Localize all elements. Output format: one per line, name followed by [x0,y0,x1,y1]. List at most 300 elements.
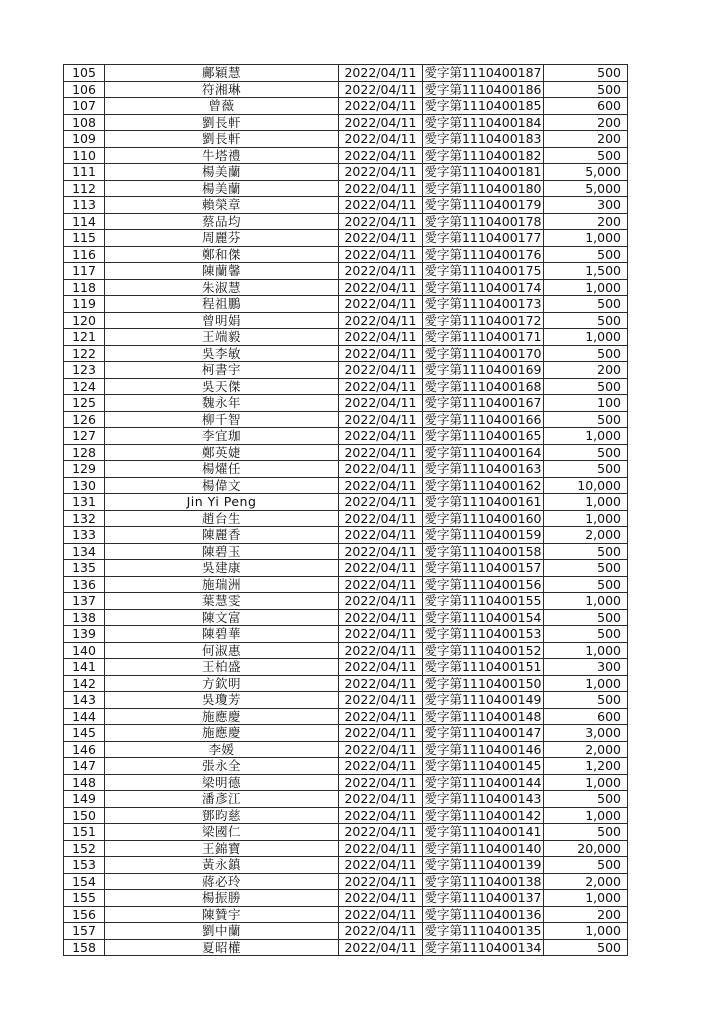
donation-date-cell: 2022/04/11 [339,444,423,461]
donation-date-cell: 2022/04/11 [339,147,423,164]
donor-name-cell: 柳千智 [105,411,339,428]
donation-amount-cell: 5,000 [544,164,628,181]
donation-amount-cell: 600 [544,708,628,725]
donation-amount-cell: 1,000 [544,494,628,511]
receipt-number-cell: 愛字第1110400135 [424,923,542,938]
row-number-cell: 154 [64,873,105,890]
donation-amount-cell: 1,000 [544,807,628,824]
table-row [64,593,628,610]
donation-amount-cell: 20,000 [544,840,628,857]
row-number-cell: 126 [64,411,105,428]
donation-date-cell: 2022/04/11 [339,642,423,659]
receipt-number-cell: 愛字第1110400185 [424,98,542,113]
donor-name-cell: 葉慧雯 [105,593,339,610]
donation-date-cell: 2022/04/11 [339,939,423,956]
receipt-number-cell: 愛字第1110400162 [424,477,542,493]
row-number-cell: 143 [64,692,105,709]
donor-name-cell: 吳建康 [105,560,339,577]
table-row [64,147,628,164]
donor-name-cell: 陳碧華 [105,626,339,643]
donor-name-cell: 楊美蘭 [105,180,339,197]
row-number-cell: 114 [64,213,105,230]
donation-amount-cell: 1,200 [544,758,628,775]
donation-date-cell: 2022/04/11 [339,741,423,758]
table-row [64,725,628,742]
row-number-cell: 142 [64,675,105,692]
donation-date-cell: 2022/04/11 [339,840,423,857]
donor-name-cell: 張永全 [105,758,339,775]
donation-date-cell: 2022/04/11 [339,246,423,263]
receipt-number-cell: 愛字第1110400134 [424,939,542,955]
receipt-number-cell: 愛字第1110400164 [424,444,542,460]
donation-date-cell: 2022/04/11 [339,824,423,841]
row-number-cell: 107 [64,98,105,115]
row-number-cell: 108 [64,114,105,131]
donation-table [63,64,628,956]
table-row [64,81,628,98]
table-row [64,279,628,296]
donation-amount-cell: 100 [544,395,628,412]
table-row [64,527,628,544]
row-number-cell: 117 [64,263,105,280]
row-number-cell: 124 [64,378,105,395]
receipt-number-cell: 愛字第1110400183 [424,131,542,146]
donor-name-cell: 何淑惠 [105,642,339,659]
donation-date-cell: 2022/04/11 [339,131,423,148]
donor-name-cell: 梁明德 [105,774,339,791]
donation-amount-cell: 200 [544,131,628,148]
table-row [64,923,628,940]
donation-amount-cell: 500 [544,791,628,808]
donation-amount-cell: 1,000 [544,675,628,692]
donor-name-cell: 蔡品均 [105,213,339,230]
donation-date-cell: 2022/04/11 [339,114,423,131]
receipt-number-cell: 愛字第1110400145 [424,758,542,773]
donation-amount-cell: 500 [544,81,628,98]
donation-date-cell: 2022/04/11 [339,411,423,428]
donor-name-cell: 周麗芬 [105,230,339,247]
donation-date-cell: 2022/04/11 [339,692,423,709]
receipt-number-cell: 愛字第1110400176 [424,246,542,262]
donation-amount-cell: 500 [544,692,628,709]
donor-name-cell: 施瑞洲 [105,576,339,593]
row-number-cell: 135 [64,560,105,577]
row-number-cell: 158 [64,939,105,956]
receipt-number-cell: 愛字第1110400147 [424,725,542,740]
row-number-cell: 136 [64,576,105,593]
donation-amount-cell: 500 [544,345,628,362]
donor-name-cell: 朱淑慧 [105,279,339,296]
donor-name-cell: 吳李敏 [105,345,339,362]
receipt-number-cell: 愛字第1110400157 [424,560,542,575]
donation-amount-cell: 200 [544,213,628,230]
receipt-number-cell: 愛字第1110400141 [424,824,542,839]
table-row [64,774,628,791]
receipt-number-cell: 愛字第1110400146 [424,741,542,757]
donation-date-cell: 2022/04/11 [339,906,423,923]
table-row [64,741,628,758]
donation-date-cell: 2022/04/11 [339,857,423,874]
donation-amount-cell: 500 [544,296,628,313]
receipt-number-cell: 愛字第1110400184 [424,114,542,130]
table-row [64,675,628,692]
row-number-cell: 148 [64,774,105,791]
donor-name-cell: 施應慶 [105,725,339,742]
receipt-number-cell: 愛字第1110400136 [424,906,542,922]
row-number-cell: 141 [64,659,105,676]
donor-name-cell: 潘彥江 [105,791,339,808]
receipt-number-cell: 愛字第1110400140 [424,840,542,856]
receipt-number-cell: 愛字第1110400168 [424,378,542,394]
donation-amount-cell: 500 [544,626,628,643]
row-number-cell: 147 [64,758,105,775]
row-number-cell: 116 [64,246,105,263]
receipt-number-cell: 愛字第1110400170 [424,345,542,361]
donation-date-cell: 2022/04/11 [339,395,423,412]
donation-date-cell: 2022/04/11 [339,675,423,692]
donation-amount-cell: 5,000 [544,180,628,197]
donor-name-cell: 曾薇 [105,98,339,115]
donor-name-cell: 楊美蘭 [105,164,339,181]
row-number-cell: 109 [64,131,105,148]
receipt-number-cell: 愛字第1110400177 [424,230,542,245]
row-number-cell: 111 [64,164,105,181]
donor-name-cell: 賴榮章 [105,197,339,214]
table-row [64,312,628,329]
donor-name-cell: 蔣必玲 [105,873,339,890]
row-number-cell: 112 [64,180,105,197]
donation-amount-cell: 500 [544,543,628,560]
table-row [64,642,628,659]
donor-name-cell: 王錦寶 [105,840,339,857]
row-number-cell: 128 [64,444,105,461]
row-number-cell: 127 [64,428,105,445]
receipt-number-cell: 愛字第1110400180 [424,180,542,196]
receipt-number-cell: 愛字第1110400142 [424,807,542,823]
table-row [64,461,628,478]
table-row [64,939,628,956]
table-row [64,213,628,230]
donor-name-cell: 陳麗香 [105,527,339,544]
table-row [64,197,628,214]
receipt-number-cell: 愛字第1110400187 [424,65,542,80]
receipt-number-cell: 愛字第1110400167 [424,395,542,410]
table-row [64,758,628,775]
donor-name-cell: 楊偉文 [105,477,339,494]
donation-date-cell: 2022/04/11 [339,296,423,313]
donation-date-cell: 2022/04/11 [339,725,423,742]
donor-name-cell: 李宜珈 [105,428,339,445]
donor-name-cell: 楊振勝 [105,890,339,907]
row-number-cell: 106 [64,81,105,98]
receipt-number-cell: 愛字第1110400149 [424,692,542,707]
donation-amount-cell: 500 [544,939,628,956]
row-number-cell: 131 [64,494,105,511]
donation-amount-cell: 1,000 [544,923,628,940]
receipt-number-cell: 愛字第1110400137 [424,890,542,905]
receipt-number-cell: 愛字第1110400178 [424,213,542,229]
receipt-number-cell: 愛字第1110400182 [424,147,542,163]
donation-date-cell: 2022/04/11 [339,873,423,890]
donation-amount-cell: 500 [544,65,628,82]
donation-amount-cell: 500 [544,444,628,461]
donation-amount-cell: 300 [544,659,628,676]
donation-amount-cell: 2,000 [544,873,628,890]
row-number-cell: 139 [64,626,105,643]
donor-name-cell: 鄺穎慧 [105,65,339,82]
table-row [64,345,628,362]
row-number-cell: 140 [64,642,105,659]
receipt-number-cell: 愛字第1110400163 [424,461,542,476]
donor-name-cell: 劉中蘭 [105,923,339,940]
donation-rows [64,65,628,956]
receipt-number-cell: 愛字第1110400172 [424,312,542,328]
donation-amount-cell: 500 [544,824,628,841]
table-row [64,626,628,643]
table-row [64,395,628,412]
receipt-number-cell: 愛字第1110400158 [424,543,542,559]
donation-amount-cell: 600 [544,98,628,115]
receipt-number-cell: 愛字第1110400156 [424,576,542,592]
row-number-cell: 134 [64,543,105,560]
row-number-cell: 153 [64,857,105,874]
donation-date-cell: 2022/04/11 [339,428,423,445]
table-row [64,609,628,626]
donation-date-cell: 2022/04/11 [339,708,423,725]
donation-date-cell: 2022/04/11 [339,609,423,626]
receipt-number-cell: 愛字第1110400165 [424,428,542,443]
donation-amount-cell: 1,000 [544,593,628,610]
donation-amount-cell: 1,000 [544,279,628,296]
donation-amount-cell: 1,500 [544,263,628,280]
table-row [64,807,628,824]
donation-date-cell: 2022/04/11 [339,362,423,379]
table-row [64,444,628,461]
donation-amount-cell: 500 [544,411,628,428]
donation-amount-cell: 200 [544,114,628,131]
donation-date-cell: 2022/04/11 [339,180,423,197]
donation-amount-cell: 500 [544,312,628,329]
donation-date-cell: 2022/04/11 [339,576,423,593]
donation-date-cell: 2022/04/11 [339,263,423,280]
receipt-number-cell: 愛字第1110400150 [424,675,542,691]
receipt-number-cell: 愛字第1110400139 [424,857,542,872]
donation-date-cell: 2022/04/11 [339,65,423,82]
donation-date-cell: 2022/04/11 [339,774,423,791]
table-row [64,873,628,890]
donor-name-cell: 劉長軒 [105,131,339,148]
donor-name-cell: 曾明娟 [105,312,339,329]
row-number-cell: 110 [64,147,105,164]
row-number-cell: 105 [64,65,105,82]
row-number-cell: 137 [64,593,105,610]
receipt-number-cell: 愛字第1110400155 [424,593,542,608]
donation-date-cell: 2022/04/11 [339,659,423,676]
table-row [64,494,628,511]
table-row [64,164,628,181]
donation-date-cell: 2022/04/11 [339,98,423,115]
donation-date-cell: 2022/04/11 [339,890,423,907]
table-row [64,477,628,494]
receipt-number-cell: 愛字第1110400151 [424,659,542,674]
donor-name-cell: 李媛 [105,741,339,758]
donation-date-cell: 2022/04/11 [339,213,423,230]
row-number-cell: 133 [64,527,105,544]
donor-name-cell: 王柏盛 [105,659,339,676]
donation-date-cell: 2022/04/11 [339,197,423,214]
donation-date-cell: 2022/04/11 [339,345,423,362]
donor-name-cell: 梁國仁 [105,824,339,841]
row-number-cell: 121 [64,329,105,346]
donation-date-cell: 2022/04/11 [339,593,423,610]
donation-amount-cell: 1,000 [544,774,628,791]
donation-amount-cell: 300 [544,197,628,214]
receipt-number-cell: 愛字第1110400174 [424,279,542,295]
donation-date-cell: 2022/04/11 [339,164,423,181]
donation-amount-cell: 2,000 [544,741,628,758]
table-row [64,890,628,907]
table-row [64,708,628,725]
donation-amount-cell: 1,000 [544,510,628,527]
table-row [64,131,628,148]
donation-date-cell: 2022/04/11 [339,527,423,544]
receipt-number-cell: 愛字第1110400186 [424,81,542,97]
donation-amount-cell: 1,000 [544,230,628,247]
table-row [64,428,628,445]
table-row [64,791,628,808]
table-row [64,659,628,676]
table-row [64,180,628,197]
row-number-cell: 119 [64,296,105,313]
donation-amount-cell: 1,000 [544,642,628,659]
table-row [64,114,628,131]
table-row [64,510,628,527]
row-number-cell: 156 [64,906,105,923]
receipt-number-cell: 愛字第1110400144 [424,774,542,790]
table-row [64,263,628,280]
donor-name-cell: 吳天傑 [105,378,339,395]
receipt-number-cell: 愛字第1110400152 [424,642,542,658]
table-row [64,692,628,709]
donation-date-cell: 2022/04/11 [339,279,423,296]
donation-date-cell: 2022/04/11 [339,626,423,643]
donation-date-cell: 2022/04/11 [339,560,423,577]
table-row [64,329,628,346]
table-row [64,378,628,395]
donation-date-cell: 2022/04/11 [339,329,423,346]
receipt-number-cell: 愛字第1110400166 [424,411,542,427]
donor-name-cell: 吳瓊芳 [105,692,339,709]
donation-date-cell: 2022/04/11 [339,461,423,478]
table-row [64,576,628,593]
donor-name-cell: 黃永鎮 [105,857,339,874]
donation-amount-cell: 500 [544,560,628,577]
row-number-cell: 115 [64,230,105,247]
donor-name-cell: 符湘琳 [105,81,339,98]
donor-name-cell: 陳贊宇 [105,906,339,923]
donor-name-cell: 牛塔禮 [105,147,339,164]
donation-amount-cell: 500 [544,246,628,263]
donation-sheet [63,64,627,956]
receipt-number-cell: 愛字第1110400148 [424,708,542,724]
row-number-cell: 151 [64,824,105,841]
table-row [64,362,628,379]
row-number-cell: 113 [64,197,105,214]
receipt-number-cell: 愛字第1110400171 [424,329,542,344]
donor-name-cell: 程祖鵬 [105,296,339,313]
row-number-cell: 146 [64,741,105,758]
donation-date-cell: 2022/04/11 [339,81,423,98]
donation-date-cell: 2022/04/11 [339,758,423,775]
table-row [64,840,628,857]
donor-name-cell: Jin Yi Peng [105,494,339,511]
receipt-number-cell: 愛字第1110400154 [424,609,542,625]
donation-amount-cell: 500 [544,857,628,874]
row-number-cell: 123 [64,362,105,379]
donation-amount-cell: 500 [544,461,628,478]
donor-name-cell: 柯書宇 [105,362,339,379]
donor-name-cell: 鄭和傑 [105,246,339,263]
donor-name-cell: 劉長軒 [105,114,339,131]
table-row [64,824,628,841]
donation-amount-cell: 10,000 [544,477,628,494]
row-number-cell: 125 [64,395,105,412]
row-number-cell: 118 [64,279,105,296]
donation-date-cell: 2022/04/11 [339,378,423,395]
row-number-cell: 122 [64,345,105,362]
donation-amount-cell: 200 [544,362,628,379]
receipt-number-cell: 愛字第1110400153 [424,626,542,641]
table-row [64,560,628,577]
donation-date-cell: 2022/04/11 [339,494,423,511]
row-number-cell: 152 [64,840,105,857]
receipt-number-cell: 愛字第1110400161 [424,494,542,509]
table-row [64,296,628,313]
donor-name-cell: 鄧昀慈 [105,807,339,824]
donor-name-cell: 陳碧玉 [105,543,339,560]
row-number-cell: 129 [64,461,105,478]
table-row [64,906,628,923]
donation-date-cell: 2022/04/11 [339,312,423,329]
row-number-cell: 157 [64,923,105,940]
donation-amount-cell: 1,000 [544,329,628,346]
row-number-cell: 145 [64,725,105,742]
table-row [64,98,628,115]
row-number-cell: 150 [64,807,105,824]
donor-name-cell: 魏永年 [105,395,339,412]
donation-date-cell: 2022/04/11 [339,807,423,824]
row-number-cell: 130 [64,477,105,494]
receipt-number-cell: 愛字第1110400179 [424,197,542,212]
donation-amount-cell: 500 [544,609,628,626]
row-number-cell: 155 [64,890,105,907]
donation-amount-cell: 500 [544,147,628,164]
donation-amount-cell: 2,000 [544,527,628,544]
receipt-number-cell: 愛字第1110400169 [424,362,542,377]
donation-date-cell: 2022/04/11 [339,510,423,527]
donation-amount-cell: 500 [544,576,628,593]
row-number-cell: 144 [64,708,105,725]
receipt-number-cell: 愛字第1110400159 [424,527,542,542]
row-number-cell: 149 [64,791,105,808]
donor-name-cell: 王端毅 [105,329,339,346]
donor-name-cell: 施應慶 [105,708,339,725]
donor-name-cell: 楊燿任 [105,461,339,478]
donation-date-cell: 2022/04/11 [339,543,423,560]
row-number-cell: 138 [64,609,105,626]
donor-name-cell: 陳文富 [105,609,339,626]
table-row [64,411,628,428]
